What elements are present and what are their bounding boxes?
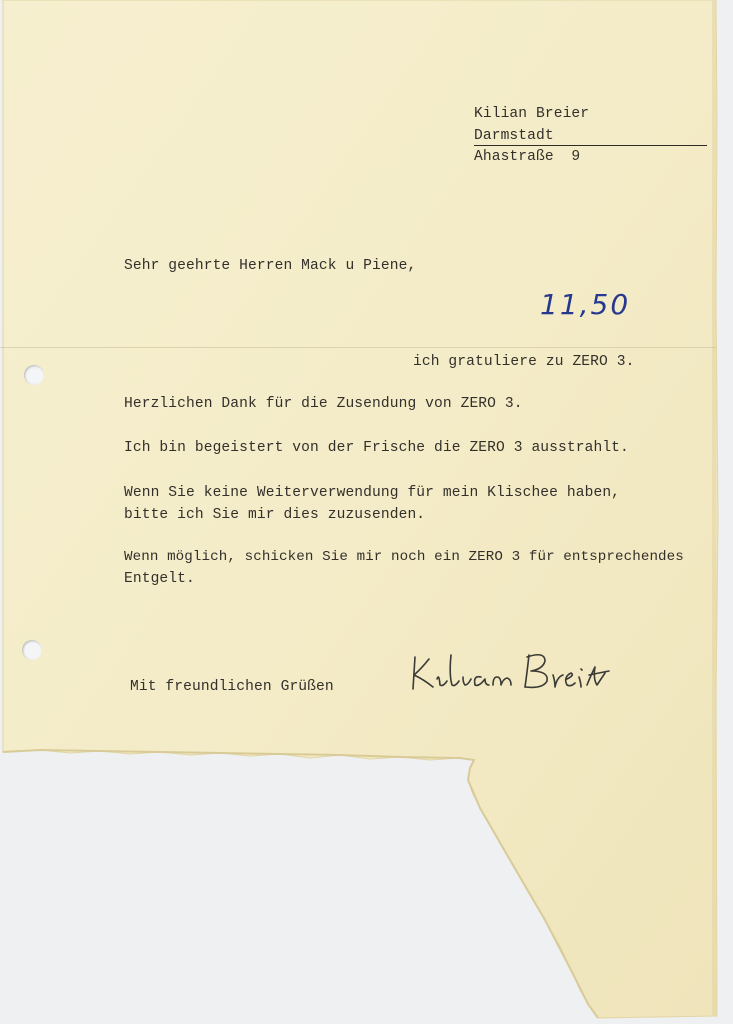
- fold-line: [0, 347, 716, 348]
- paragraph-request-line1: Wenn möglich, schicken Sie mir noch ein ZERO 3 für entsprechendes: [124, 549, 684, 565]
- salutation: Sehr geehrte Herren Mack u Piene,: [124, 258, 417, 274]
- paragraph-cliche-line2: bitte ich Sie mir dies zuzusenden.: [124, 507, 426, 523]
- paragraph-enthusiasm: Ich bin begeistert von der Frische die ZERO 3 ausstrahlt.: [124, 440, 629, 456]
- sender-city: Darmstadt: [474, 128, 554, 144]
- paragraph-thanks: Herzlichen Dank für die Zusendung von ZERO 3.: [124, 396, 523, 412]
- paragraph-cliche-line1: Wenn Sie keine Weiterverwendung für mein Klischee haben,: [124, 485, 621, 501]
- punch-hole-bottom: [22, 640, 42, 660]
- closing: Mit freundlichen Grüßen: [130, 679, 334, 695]
- sender-street: Ahastraße 9: [474, 149, 581, 165]
- paragraph-congratulation: ich gratuliere zu ZERO 3.: [413, 354, 635, 370]
- sender-underline: [474, 145, 707, 146]
- handwritten-price: 11,50: [540, 288, 631, 321]
- punch-hole-top: [24, 365, 44, 385]
- sender-name: Kilian Breier: [474, 106, 590, 122]
- paragraph-request-line2: Entgelt.: [124, 571, 195, 587]
- signature: [405, 645, 620, 697]
